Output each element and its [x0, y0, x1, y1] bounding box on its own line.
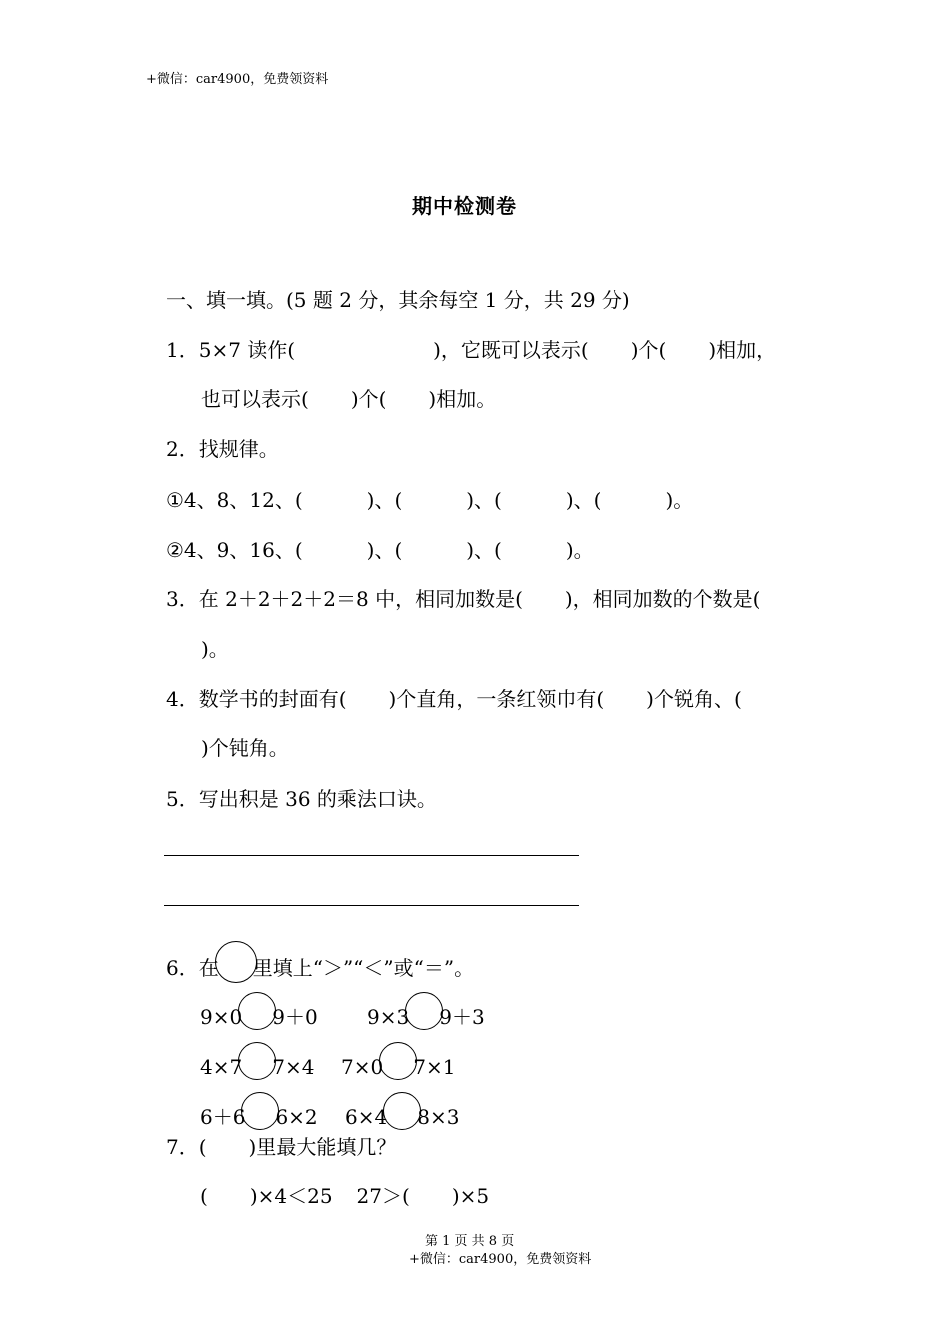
inequality-text: (	[200, 1184, 208, 1208]
compare-row-2b	[341, 1042, 455, 1081]
question-6	[166, 941, 474, 983]
pattern-row-1	[166, 486, 693, 514]
pattern-text: ②4、9、16、(	[166, 538, 303, 562]
question-number: 3．	[166, 587, 199, 611]
page-number: 第 1 页 共 8 页	[425, 1234, 515, 1249]
pattern-row-2	[166, 536, 594, 564]
question-1-line-2	[201, 385, 496, 413]
compare-circle[interactable]	[383, 1092, 421, 1130]
question-number: 2．	[166, 437, 199, 461]
question-text: )个(	[630, 338, 667, 362]
compare-circle[interactable]	[405, 992, 443, 1030]
answer-line-2[interactable]	[164, 905, 579, 906]
question-number: 4．	[166, 687, 199, 711]
question-text: 也可以表示(	[201, 387, 309, 411]
question-text: )里最大能填几？	[248, 1135, 397, 1159]
inequality-text: 27＞(	[356, 1184, 410, 1208]
compare-row-2	[200, 1042, 314, 1081]
question-text: 里填上“＞”“＜”或“＝”。	[252, 956, 475, 980]
question-number: 6．	[166, 956, 199, 980]
question-4-line-1	[166, 685, 742, 713]
compare-left: 6＋6	[200, 1105, 246, 1129]
compare-row-1b	[367, 992, 485, 1031]
pattern-end: )。	[565, 538, 594, 562]
compare-circle[interactable]	[379, 1042, 417, 1080]
compare-row-3b	[345, 1092, 459, 1131]
question-text: 写出积是 36 的乘法口诀。	[198, 787, 437, 811]
page-title: 期中检测卷	[412, 194, 517, 218]
question-number: 1．	[166, 338, 199, 362]
question-number: 7．	[166, 1135, 199, 1159]
question-text: )，它既可以表示(	[433, 338, 589, 362]
pattern-sep: )、(	[565, 488, 602, 512]
question-1-line-1	[166, 336, 776, 364]
question-5	[166, 785, 437, 813]
question-text: 在	[198, 956, 219, 980]
question-text: )个锐角、(	[646, 687, 742, 711]
compare-circle[interactable]	[238, 992, 276, 1030]
section-heading: 一、填一填。(5 题 2 分，其余每空 1 分，共 29 分)	[166, 288, 630, 312]
question-7	[166, 1133, 396, 1161]
compare-right: 7×1	[413, 1055, 456, 1079]
compare-right: 9＋3	[439, 1005, 485, 1029]
question-text: 找规律。	[198, 437, 279, 461]
question-text: )个(	[350, 387, 387, 411]
question-text: )，相同加数的个数是(	[564, 587, 761, 611]
question-text: )个直角，一条红领巾有(	[388, 687, 605, 711]
question-text: (	[198, 1135, 207, 1159]
question-text: 数学书的封面有(	[198, 687, 347, 711]
compare-circle[interactable]	[238, 1042, 276, 1080]
pattern-text: ①4、8、12、(	[166, 488, 303, 512]
question-4-line-2	[201, 734, 289, 762]
compare-right: 9＋0	[272, 1005, 318, 1029]
watermark-bottom: +微信：car4900，免费领资料	[409, 1252, 592, 1267]
inequality-text: )×5	[451, 1184, 490, 1208]
compare-left: 4×7	[200, 1055, 243, 1079]
question-text: )相加。	[428, 387, 497, 411]
question-3-line-2	[201, 635, 229, 663]
question-3-line-1	[166, 585, 760, 613]
circle-icon	[215, 941, 257, 983]
compare-row-1	[200, 992, 318, 1031]
pattern-sep: )、(	[466, 488, 502, 512]
compare-right: 7×4	[272, 1055, 315, 1079]
question-7-row	[200, 1182, 489, 1210]
compare-left: 9×3	[367, 1005, 410, 1029]
compare-left: 7×0	[341, 1055, 384, 1079]
question-2	[166, 435, 279, 463]
pattern-sep: )、(	[366, 538, 403, 562]
watermark-top: +微信：car4900，免费领资料	[146, 72, 329, 87]
question-text: 5×7 读作(	[198, 338, 296, 362]
pattern-sep: )、(	[366, 488, 403, 512]
answer-line-1[interactable]	[164, 855, 579, 856]
question-text: )。	[201, 637, 229, 661]
question-text: )个钝角。	[201, 736, 289, 760]
question-number: 5．	[166, 787, 199, 811]
inequality-text: )×4＜25	[249, 1184, 333, 1208]
compare-right: 8×3	[417, 1105, 460, 1129]
compare-row-3	[200, 1092, 318, 1131]
pattern-sep: )、(	[466, 538, 502, 562]
pattern-end: )。	[665, 488, 694, 512]
question-text: 在 2＋2＋2＋2＝8 中，相同加数是(	[198, 587, 523, 611]
compare-left: 9×0	[200, 1005, 243, 1029]
compare-right: 6×2	[275, 1105, 318, 1129]
compare-circle[interactable]	[241, 1092, 279, 1130]
question-text: )相加，	[708, 338, 777, 362]
compare-left: 6×4	[345, 1105, 388, 1129]
